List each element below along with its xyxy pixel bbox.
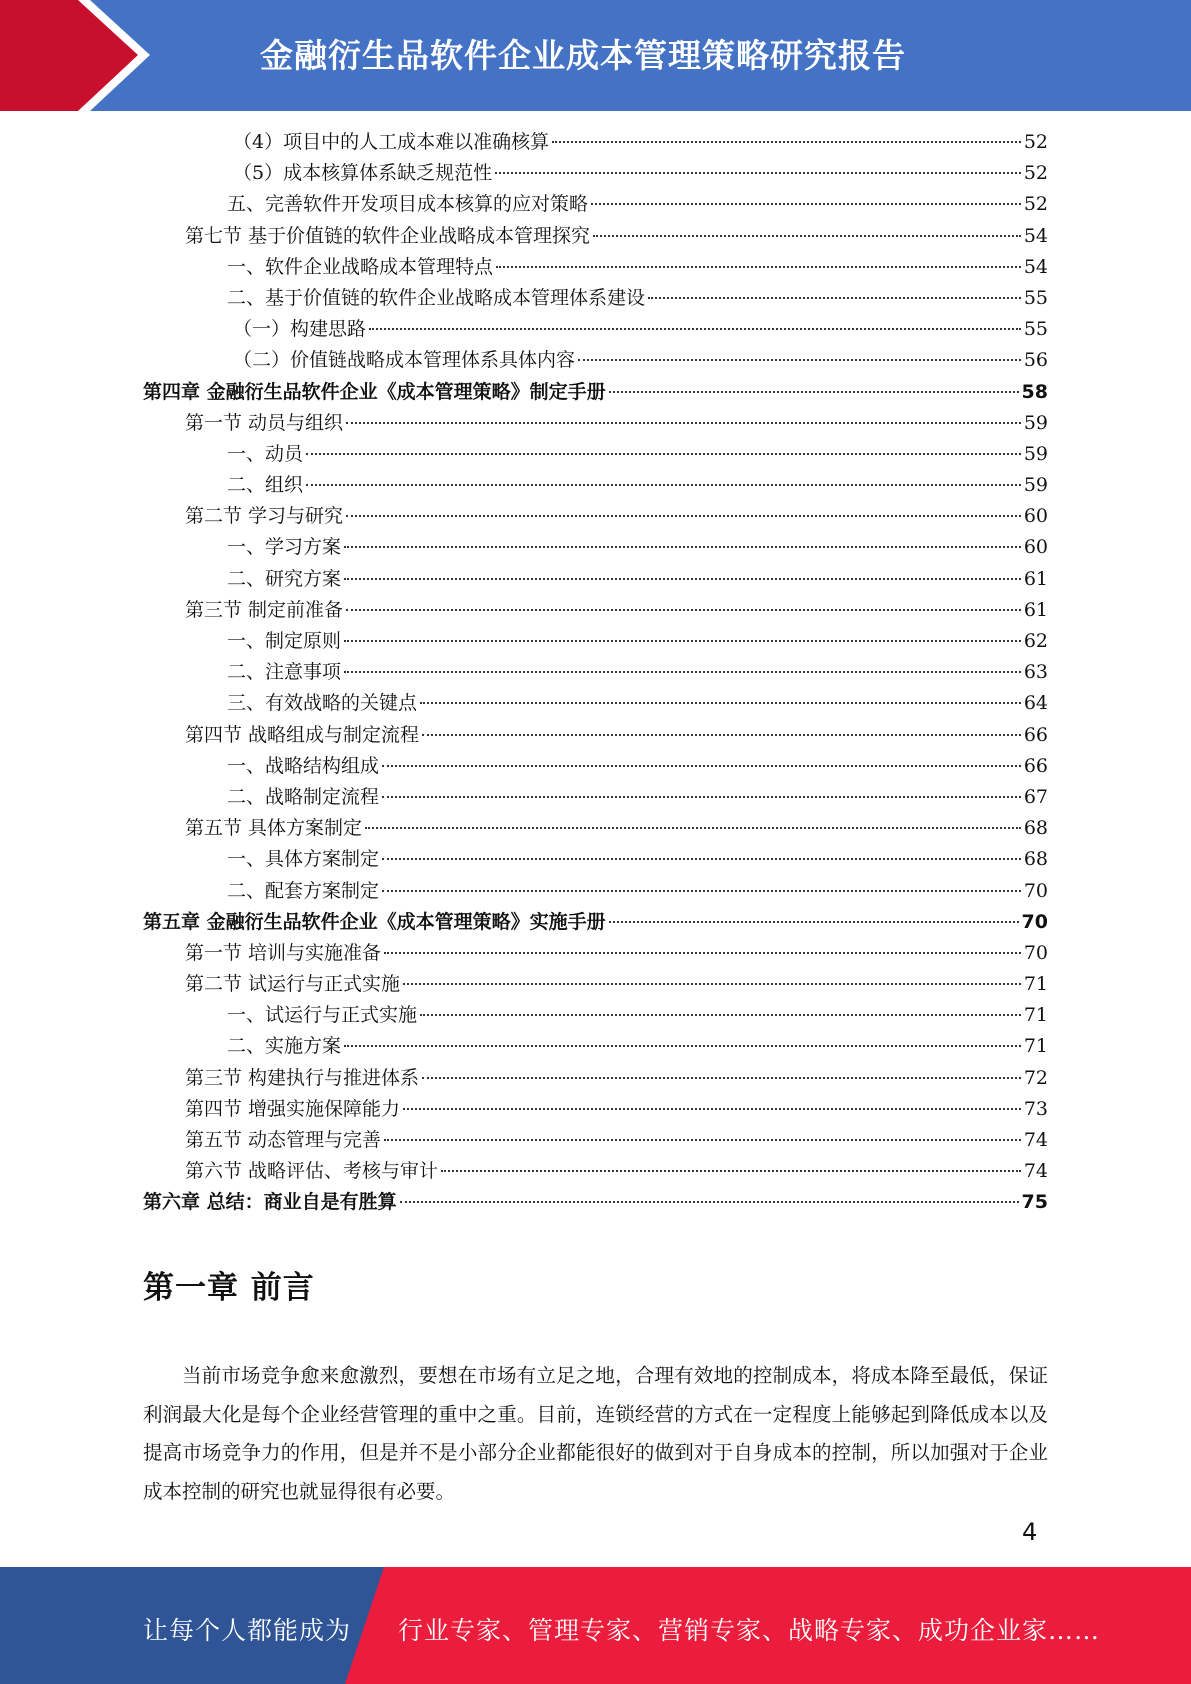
toc-entry-page: 71: [1023, 973, 1048, 996]
toc-entry[interactable]: [143, 1000, 1048, 1031]
toc-dot-leader: [648, 297, 1021, 299]
toc-entry-label: 第四节 战略组成与制定流程: [185, 723, 420, 746]
toc-entry-label: 第三节 制定前准备: [185, 598, 344, 621]
toc-entry[interactable]: [143, 595, 1048, 626]
toc-entry-label: 一、学习方案: [227, 536, 342, 559]
toc-entry-page: 54: [1023, 255, 1048, 278]
toc-entry-page: 66: [1023, 754, 1048, 777]
toc-entry-page: 70: [1023, 941, 1048, 964]
toc-entry-page: 61: [1023, 598, 1048, 621]
toc-entry-label: 五、完善软件开发项目成本核算的应对策略: [227, 193, 589, 216]
toc-entry-label: 二、配套方案制定: [227, 879, 380, 902]
toc-entry[interactable]: [143, 1031, 1048, 1062]
toc-entry-page: 71: [1023, 1035, 1048, 1058]
toc-entry-label: 二、组织: [227, 474, 304, 497]
toc-dot-leader: [609, 921, 1019, 923]
toc-dot-leader: [344, 671, 1021, 673]
toc-entry-page: 62: [1023, 630, 1048, 652]
toc-entry[interactable]: [143, 876, 1048, 907]
toc-entry-page: 52: [1023, 162, 1048, 185]
toc-entry[interactable]: [143, 938, 1048, 969]
toc-entry[interactable]: [143, 782, 1048, 813]
toc-entry-page: 70: [1021, 910, 1048, 933]
toc-entry-label: （4）项目中的人工成本难以准确核算: [233, 131, 550, 153]
header-red-arrow: [0, 0, 160, 111]
toc-entry-label: 二、实施方案: [227, 1035, 342, 1058]
toc-dot-leader: [382, 796, 1021, 798]
toc-entry-page: 59: [1023, 442, 1048, 465]
toc-entry-page: 61: [1023, 567, 1048, 590]
toc-entry[interactable]: [143, 969, 1048, 1000]
toc-entry-label: 第五节 动态管理与完善: [185, 1129, 382, 1151]
toc-entry[interactable]: [143, 532, 1048, 563]
toc-entry-label: 一、试运行与正式实施: [227, 1004, 418, 1027]
toc-entry-page: 55: [1023, 286, 1048, 309]
toc-entry-label: 一、战略结构组成: [227, 754, 380, 777]
toc-dot-leader: [593, 235, 1021, 237]
toc-entry-label: 第五章 金融衍生品软件企业《成本管理策略》实施手册: [143, 910, 606, 933]
toc-entry-label: 第四章 金融衍生品软件企业《成本管理策略》制定手册: [143, 380, 606, 403]
toc-dot-leader: [306, 453, 1021, 455]
toc-entry-label: 第三节 构建执行与推进体系: [185, 1066, 420, 1089]
toc-dot-leader: [382, 858, 1021, 860]
footer-slogan-left: 让每个人都能成为: [143, 1616, 352, 1645]
toc-entry[interactable]: [143, 720, 1048, 751]
toc-entry-label: 第二节 试运行与正式实施: [185, 973, 401, 996]
toc-entry-page: 73: [1023, 1097, 1048, 1120]
toc-dot-leader: [591, 203, 1021, 205]
toc-entry[interactable]: [143, 127, 1048, 158]
toc-entry-label: 一、动员: [227, 442, 304, 465]
toc-dot-leader: [420, 1014, 1021, 1016]
toc-entry-label: 二、基于价值链的软件企业战略成本管理体系建设: [227, 286, 646, 309]
toc-entry-page: 60: [1023, 536, 1048, 559]
toc-entry-label: 一、软件企业战略成本管理特点: [227, 255, 494, 278]
toc-entry-label: 二、战略制定流程: [227, 785, 380, 808]
toc-entry-label: （一）构建思路: [233, 318, 367, 341]
toc-entry-page: 68: [1023, 848, 1048, 871]
toc-entry-label: 一、制定原则: [227, 630, 342, 652]
toc-entry[interactable]: [143, 1063, 1048, 1094]
toc-dot-leader: [344, 640, 1021, 642]
toc-entry-page: 66: [1023, 723, 1048, 746]
toc-entry-page: 74: [1023, 1129, 1048, 1151]
toc-entry-page: 54: [1023, 224, 1048, 247]
toc-entry-page: 52: [1023, 193, 1048, 216]
toc-dot-leader: [422, 734, 1021, 736]
toc-entry[interactable]: [143, 189, 1048, 220]
toc-dot-leader: [382, 890, 1021, 892]
toc-entry-label: （5）成本核算体系缺乏规范性: [233, 162, 493, 185]
toc-dot-leader: [578, 359, 1021, 361]
toc-entry[interactable]: [143, 751, 1048, 782]
toc-dot-leader: [344, 1045, 1021, 1047]
toc-dot-leader: [365, 827, 1021, 829]
toc-dot-leader: [552, 141, 1021, 143]
toc-entry-label: 第六节 战略评估、考核与审计: [185, 1160, 439, 1183]
toc-dot-leader: [403, 983, 1021, 985]
toc-entry[interactable]: [143, 907, 1048, 938]
toc-entry[interactable]: [143, 1187, 1048, 1218]
chapter-heading: 第一章 前言: [143, 1270, 315, 1306]
toc-entry[interactable]: [143, 345, 1048, 376]
toc-entry[interactable]: [143, 1156, 1048, 1187]
toc-dot-leader: [495, 172, 1021, 174]
toc-entry-label: 第一节 动员与组织: [185, 411, 344, 434]
toc-entry[interactable]: [143, 470, 1048, 501]
toc-entry[interactable]: [143, 813, 1048, 844]
toc-entry-page: 60: [1023, 505, 1048, 528]
toc-entry[interactable]: [143, 1125, 1048, 1156]
toc-entry-page: 67: [1023, 785, 1048, 808]
toc-entry[interactable]: [143, 844, 1048, 875]
toc-entry[interactable]: [143, 221, 1048, 252]
page-number: 4: [1022, 1518, 1038, 1546]
chapter-paragraph: 当前市场竞争愈来愈激烈，要想在市场有立足之地，合理有效地的控制成本，将成本降至最低，保证利润最大化是每个企业经营管理的重中之重。目前，连锁经营的方式在一定程度上能够起到降低成本以及提高市场竞争力的作用，但是并不是小部分企业都能很好的做到对于自身成本的控制，所以加强对于企业成本控制的研究也就显得很有必要。: [143, 1364, 1048, 1503]
toc-entry[interactable]: [143, 626, 1048, 657]
toc-entry-page: 59: [1023, 474, 1048, 497]
toc-dot-leader: [384, 952, 1021, 954]
toc-dot-leader: [306, 484, 1021, 486]
toc-dot-leader: [346, 422, 1021, 424]
table-of-contents: [143, 127, 1048, 1219]
toc-entry-page: 71: [1023, 1004, 1048, 1027]
toc-dot-leader: [344, 546, 1021, 548]
toc-entry-label: （二）价值链战略成本管理体系具体内容: [233, 349, 576, 372]
toc-entry-label: 第七节 基于价值链的软件企业战略成本管理探究: [185, 224, 591, 247]
toc-entry-label: 第四节 增强实施保障能力: [185, 1097, 401, 1120]
toc-entry-page: 72: [1023, 1066, 1048, 1089]
toc-entry-label: 第五节 具体方案制定: [185, 817, 363, 840]
toc-entry-label: 三、有效战略的关键点: [227, 692, 418, 715]
toc-entry[interactable]: [143, 408, 1048, 439]
toc-entry[interactable]: [143, 501, 1048, 532]
toc-dot-leader: [403, 1108, 1021, 1110]
toc-dot-leader: [400, 1201, 1019, 1203]
toc-dot-leader: [420, 702, 1021, 704]
toc-dot-leader: [384, 1139, 1021, 1141]
page-footer: [0, 1567, 1191, 1684]
toc-entry[interactable]: [143, 1094, 1048, 1125]
report-title: 金融衍生品软件企业成本管理策略研究报告: [260, 36, 906, 75]
toc-entry-page: 74: [1023, 1160, 1048, 1183]
toc-entry-label: 第一节 培训与实施准备: [185, 941, 382, 964]
toc-entry[interactable]: [143, 564, 1048, 595]
toc-entry[interactable]: [143, 657, 1048, 688]
toc-entry-page: 58: [1021, 380, 1048, 403]
toc-entry-label: 第六章 总结：商业自是有胜算: [143, 1191, 397, 1214]
toc-entry-page: 52: [1023, 131, 1048, 153]
toc-dot-leader: [609, 391, 1019, 393]
toc-entry[interactable]: [143, 283, 1048, 314]
toc-dot-leader: [496, 266, 1021, 268]
toc-entry-label: 第二节 学习与研究: [185, 505, 344, 528]
toc-entry-page: 55: [1023, 318, 1048, 341]
toc-entry[interactable]: [143, 439, 1048, 470]
toc-entry-page: 68: [1023, 817, 1048, 840]
toc-dot-leader: [382, 765, 1021, 767]
toc-entry-page: 75: [1021, 1191, 1048, 1214]
toc-entry-label: 一、具体方案制定: [227, 848, 380, 871]
toc-entry[interactable]: [143, 688, 1048, 719]
toc-entry[interactable]: [143, 377, 1048, 408]
toc-entry-page: 70: [1023, 879, 1048, 902]
toc-dot-leader: [346, 609, 1021, 611]
toc-dot-leader: [369, 328, 1021, 330]
toc-entry[interactable]: [143, 252, 1048, 283]
footer-slogan-right: 行业专家、管理专家、营销专家、战略专家、成功企业家……: [398, 1616, 1101, 1645]
toc-entry-label: 二、注意事项: [227, 661, 342, 684]
toc-dot-leader: [441, 1170, 1021, 1172]
toc-dot-leader: [346, 515, 1021, 517]
toc-dot-leader: [422, 1077, 1021, 1079]
toc-entry-page: 64: [1023, 692, 1048, 715]
page-header: [0, 0, 1191, 111]
toc-entry-label: 二、研究方案: [227, 567, 342, 590]
toc-entry-page: 59: [1023, 411, 1048, 434]
toc-entry-page: 63: [1023, 661, 1048, 684]
toc-entry[interactable]: [143, 158, 1048, 189]
toc-dot-leader: [344, 578, 1021, 580]
toc-entry[interactable]: [143, 314, 1048, 345]
toc-entry-page: 56: [1023, 349, 1048, 372]
